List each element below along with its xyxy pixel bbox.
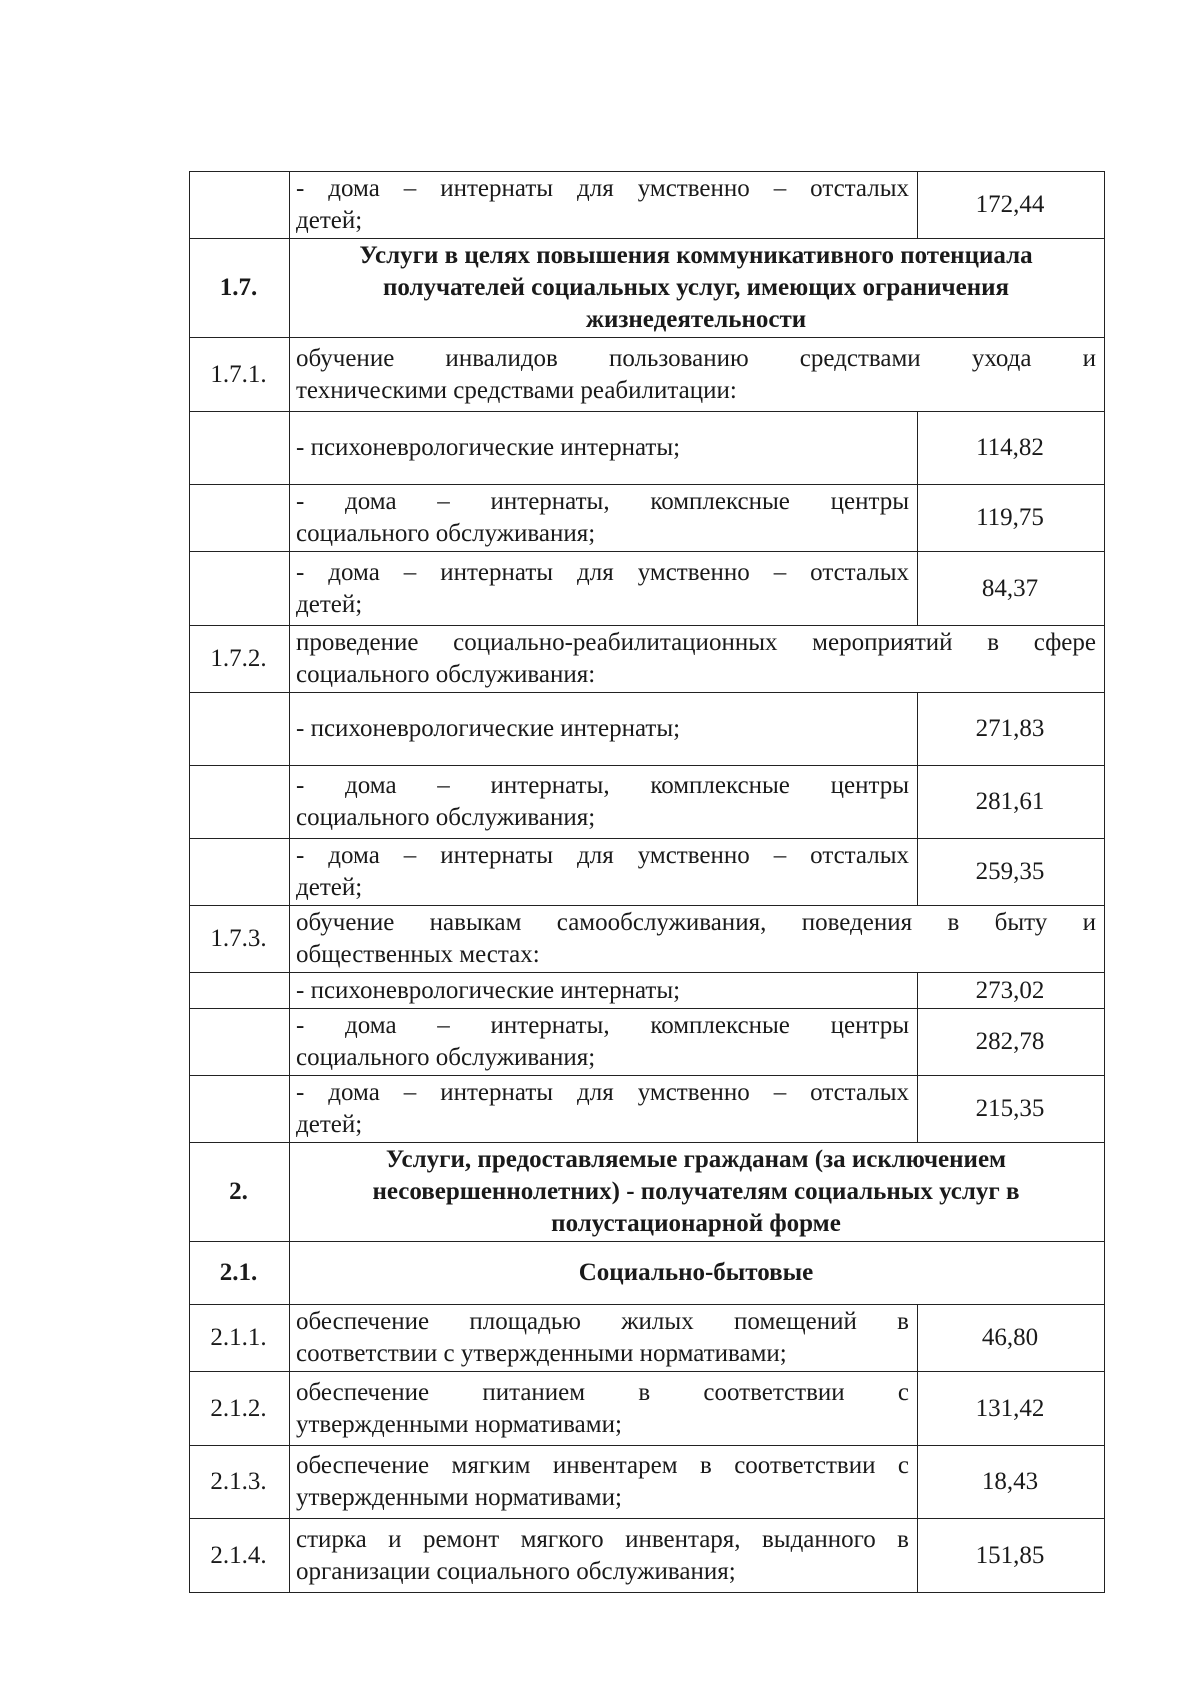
service-name	[290, 626, 1105, 693]
section-title-line: Социально-бытовые	[578, 1259, 814, 1286]
row-text-line: соответствии с утвержденными нормативами;	[296, 1340, 787, 1367]
row-text-line: утвержденными нормативами;	[296, 1410, 622, 1438]
table-row	[190, 1519, 1105, 1593]
row-number	[190, 973, 290, 1009]
row-text-line: - психоневрологические интернаты;	[296, 715, 681, 742]
service-name	[290, 1372, 918, 1446]
table-row	[190, 1305, 1105, 1372]
row-text-line: - дома – интернаты для умственно – отсталых	[296, 558, 909, 586]
section-title-line: получателей социальных услуг, имеющих ограничения	[382, 274, 1010, 301]
service-name	[290, 552, 918, 626]
row-number: 2.	[190, 1143, 290, 1242]
tariff-value: 18,43	[918, 1446, 1105, 1519]
table-row	[190, 1076, 1105, 1143]
row-text-line: обеспечение площадью жилых помещений в	[296, 1308, 909, 1335]
table-row	[190, 485, 1105, 552]
service-name	[290, 693, 918, 766]
row-number	[190, 172, 290, 239]
row-text-line: социального обслуживания;	[296, 804, 596, 831]
table-row	[190, 552, 1105, 626]
tariff-value: 273,02	[918, 973, 1105, 1009]
section-row	[190, 1242, 1105, 1305]
section-title-line: Услуги, предоставляемые гражданам (за исключением	[385, 1146, 1007, 1173]
table-row	[190, 1446, 1105, 1519]
subsection-row	[190, 626, 1105, 693]
row-number: 2.1.1.	[190, 1305, 290, 1372]
row-text-line: техническими средствами реабилитации:	[296, 376, 737, 404]
row-number: 1.7.2.	[190, 626, 290, 693]
service-name	[290, 338, 1105, 412]
row-number: 1.7.3.	[190, 906, 290, 973]
table-row	[190, 1372, 1105, 1446]
table-row	[190, 973, 1105, 1009]
row-text-line: социального обслуживания:	[296, 661, 596, 688]
row-text-line: организации социального обслуживания;	[296, 1557, 736, 1585]
section-title-line: несовершеннолетних) - получателям социальных услуг в	[372, 1178, 1020, 1205]
tariff-value: 119,75	[918, 485, 1105, 552]
service-name	[290, 1009, 918, 1076]
section-title	[290, 239, 1105, 338]
row-number	[190, 1076, 290, 1143]
row-number	[190, 485, 290, 552]
tariff-value: 151,85	[918, 1519, 1105, 1593]
service-name	[290, 485, 918, 552]
tariff-value: 215,35	[918, 1076, 1105, 1143]
row-text-line: - психоневрологические интернаты;	[296, 434, 681, 461]
service-name	[290, 1519, 918, 1593]
service-name	[290, 906, 1105, 973]
row-text-line: детей;	[296, 207, 363, 234]
section-row	[190, 1143, 1105, 1242]
row-text-line: - дома – интернаты для умственно – отсталых	[296, 842, 909, 869]
row-number: 1.7.	[190, 239, 290, 338]
row-text-line: - дома – интернаты, комплексные центры	[296, 1012, 909, 1039]
row-text-line: проведение социально-реабилитационных мероприятий в сфере	[296, 629, 1096, 656]
service-name	[290, 766, 918, 839]
subsection-row	[190, 906, 1105, 973]
table-row	[190, 766, 1105, 839]
row-text-line: обучение инвалидов пользованию средствами ухода и	[296, 344, 1096, 372]
subsection-row	[190, 338, 1105, 412]
section-row	[190, 239, 1105, 338]
row-text-line: - дома – интернаты, комплексные центры	[296, 488, 909, 515]
row-number	[190, 1009, 290, 1076]
tariff-value: 131,42	[918, 1372, 1105, 1446]
row-text-line: социального обслуживания;	[296, 1044, 596, 1071]
section-title-line: жизнедеятельности	[585, 306, 807, 333]
table-row	[190, 1009, 1105, 1076]
row-number	[190, 766, 290, 839]
service-name	[290, 839, 918, 906]
row-text-line: детей;	[296, 874, 363, 901]
service-name	[290, 172, 918, 239]
row-number	[190, 839, 290, 906]
section-title	[290, 1143, 1105, 1242]
row-text-line: детей;	[296, 1111, 363, 1138]
service-name	[290, 1305, 918, 1372]
row-text-line: стирка и ремонт мягкого инвентаря, выданного в	[296, 1525, 909, 1553]
tariff-value: 172,44	[918, 172, 1105, 239]
row-number: 1.7.1.	[190, 338, 290, 412]
table-row	[190, 172, 1105, 239]
tariff-value: 281,61	[918, 766, 1105, 839]
section-title	[290, 1242, 1105, 1305]
row-number: 2.1.3.	[190, 1446, 290, 1519]
tariff-table	[189, 171, 1105, 1593]
service-name	[290, 1076, 918, 1143]
row-number: 2.1.	[190, 1242, 290, 1305]
table-row	[190, 839, 1105, 906]
tariff-value: 259,35	[918, 839, 1105, 906]
row-text-line: обеспечение мягким инвентарем в соответствии с	[296, 1452, 909, 1479]
service-name	[290, 973, 918, 1009]
row-number: 2.1.4.	[190, 1519, 290, 1593]
section-title-line: Услуги в целях повышения коммуникативного потенциала	[359, 242, 1033, 269]
tariff-value: 84,37	[918, 552, 1105, 626]
row-number	[190, 552, 290, 626]
table-row	[190, 412, 1105, 485]
row-number: 2.1.2.	[190, 1372, 290, 1446]
row-text-line: - психоневрологические интернаты;	[296, 976, 681, 1004]
row-text-line: - дома – интернаты, комплексные центры	[296, 772, 909, 799]
row-text-line: общественных местах:	[296, 941, 540, 968]
tariff-table-body	[190, 172, 1105, 1593]
service-name	[290, 412, 918, 485]
row-number	[190, 693, 290, 766]
tariff-value: 46,80	[918, 1305, 1105, 1372]
row-text-line: - дома – интернаты для умственно – отсталых	[296, 1079, 909, 1106]
row-text-line: утвержденными нормативами;	[296, 1484, 622, 1511]
row-text-line: обеспечение питанием в соответствии с	[296, 1378, 909, 1406]
tariff-value: 271,83	[918, 693, 1105, 766]
row-text-line: детей;	[296, 590, 363, 618]
row-text-line: социального обслуживания;	[296, 520, 596, 547]
tariff-value: 114,82	[918, 412, 1105, 485]
row-number	[190, 412, 290, 485]
section-title-line: полустационарной форме	[551, 1210, 841, 1237]
service-name	[290, 1446, 918, 1519]
tariff-value: 282,78	[918, 1009, 1105, 1076]
row-text-line: - дома – интернаты для умственно – отсталых	[296, 175, 909, 202]
row-text-line: обучение навыкам самообслуживания, поведения в быту и	[296, 909, 1096, 936]
table-row	[190, 693, 1105, 766]
